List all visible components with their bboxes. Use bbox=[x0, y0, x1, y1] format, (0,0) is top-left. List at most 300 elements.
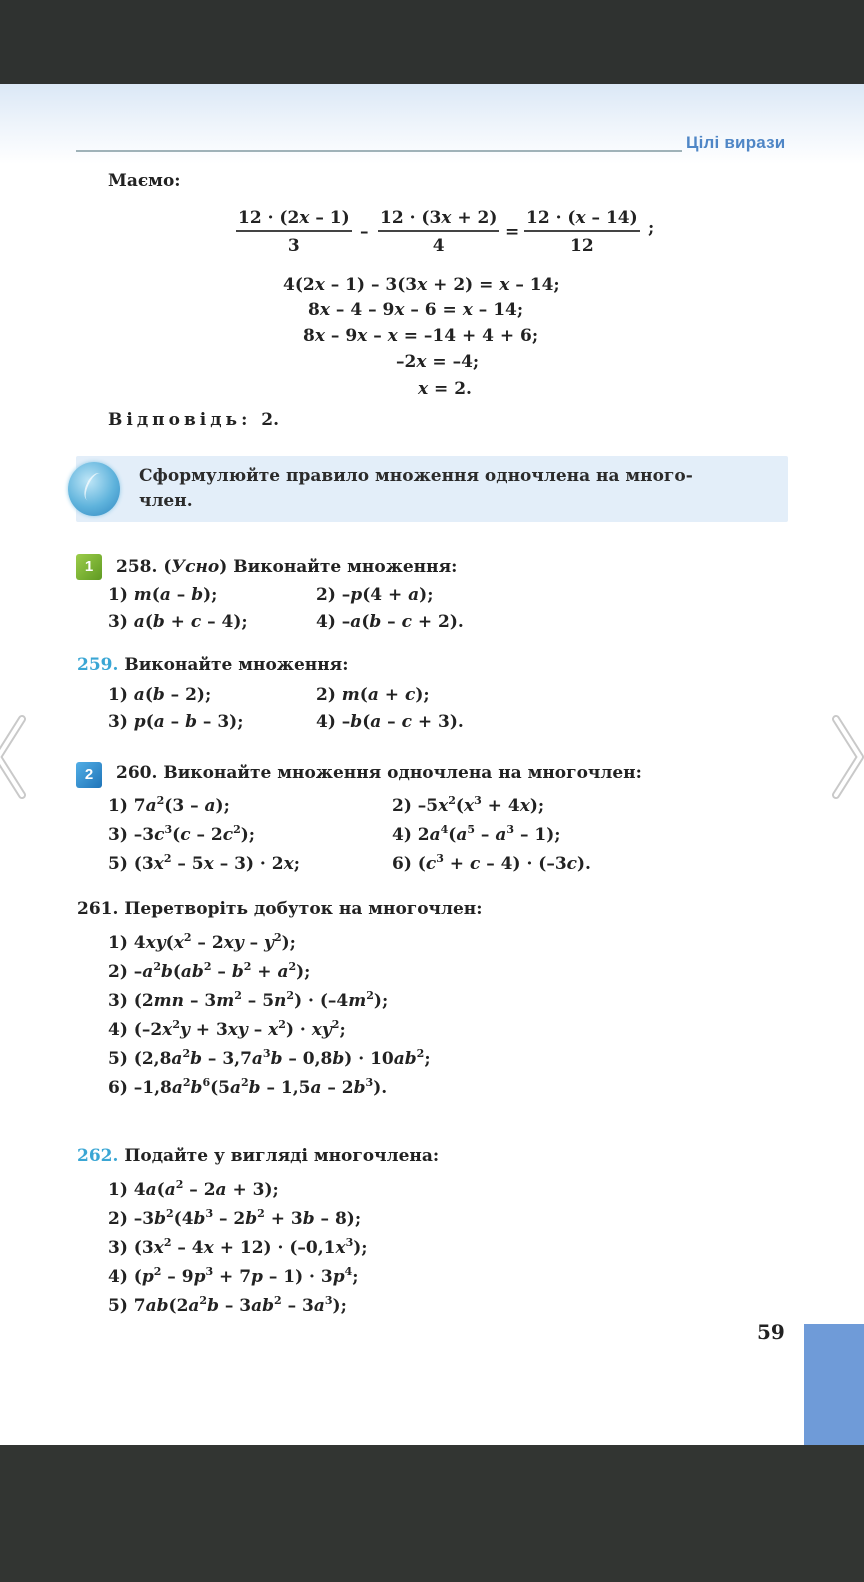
math-exponent: 2 bbox=[183, 931, 192, 944]
math-exponent: 3 bbox=[506, 823, 515, 836]
exercise-259-item-2 bbox=[316, 684, 430, 706]
math-variable: a bbox=[229, 1078, 241, 1098]
math-exponent: 2 bbox=[286, 989, 295, 1002]
math-variable: b bbox=[262, 1296, 275, 1316]
rule-question-line-2: член. bbox=[139, 491, 193, 511]
math-variable: c bbox=[180, 825, 191, 845]
math-text: 6) –1,8 bbox=[108, 1078, 172, 1098]
solution-step-5 bbox=[418, 378, 472, 400]
math-text: + 2) = bbox=[427, 275, 500, 295]
math-variable: x bbox=[268, 1020, 279, 1040]
math-variable: b bbox=[270, 1049, 283, 1069]
math-text: ); bbox=[332, 1296, 347, 1316]
fraction-2 bbox=[378, 208, 499, 256]
math-text: – 9 bbox=[324, 326, 358, 346]
solution-step-4 bbox=[396, 351, 479, 373]
math-variable: a bbox=[429, 825, 441, 845]
math-exponent: 5 bbox=[467, 823, 476, 836]
math-text: ( bbox=[361, 612, 370, 632]
math-variable: m bbox=[133, 585, 152, 605]
math-variable: a bbox=[145, 796, 157, 816]
chevron-left-icon[interactable] bbox=[0, 707, 54, 807]
math-variable: a bbox=[145, 1296, 157, 1316]
math-variable: x bbox=[394, 300, 405, 320]
math-variable: x bbox=[153, 854, 164, 874]
math-variable: x bbox=[463, 796, 475, 816]
math-text: – bbox=[381, 712, 402, 732]
math-variable: a bbox=[408, 585, 420, 605]
math-variable: p bbox=[133, 712, 146, 732]
math-text: – 3 bbox=[218, 1296, 252, 1316]
math-variable: x bbox=[227, 1020, 238, 1040]
math-text: – 9 bbox=[161, 1267, 194, 1287]
math-text: 4) (–2 bbox=[108, 1020, 163, 1040]
math-variable: b bbox=[152, 685, 165, 705]
math-text: 1) bbox=[108, 685, 134, 705]
math-text: 12 · (2 bbox=[238, 208, 300, 228]
math-variable: c bbox=[401, 612, 412, 632]
math-text: (3 – bbox=[164, 796, 205, 816]
math-variable: x bbox=[314, 275, 325, 295]
math-text: 4) 2 bbox=[392, 825, 430, 845]
math-text: – bbox=[243, 933, 265, 953]
math-variable: x bbox=[283, 854, 294, 874]
exercise-262-item-2 bbox=[108, 1208, 361, 1230]
math-variable: a bbox=[350, 612, 362, 632]
math-text: 2) – bbox=[316, 585, 351, 605]
math-exponent: 3 bbox=[324, 1294, 333, 1307]
math-variable: c bbox=[401, 712, 412, 732]
math-variable: x bbox=[441, 208, 452, 228]
math-variable: a bbox=[367, 685, 379, 705]
math-variable: x bbox=[203, 854, 214, 874]
math-variable: x bbox=[416, 352, 427, 372]
math-text: ( bbox=[144, 612, 153, 632]
math-text: ( bbox=[172, 962, 181, 982]
math-text: – 3,7 bbox=[201, 1049, 252, 1069]
math-text: 6) ( bbox=[392, 854, 426, 874]
exercise-261-item-5 bbox=[108, 1048, 431, 1070]
math-variable: a bbox=[204, 796, 216, 816]
math-exponent: 2 bbox=[416, 1047, 425, 1060]
math-text: 12 · ( bbox=[526, 208, 576, 228]
exercise-258-item-1 bbox=[108, 584, 217, 606]
math-text: 2) bbox=[316, 685, 342, 705]
math-variable: x bbox=[519, 796, 530, 816]
math-text: –2 bbox=[396, 352, 417, 372]
math-text: – 3 bbox=[281, 1296, 314, 1316]
exercise-262-item-4 bbox=[108, 1266, 359, 1288]
rule-question-text bbox=[139, 464, 779, 514]
math-variable: b bbox=[185, 712, 197, 732]
math-variable: x bbox=[575, 208, 586, 228]
math-text: = –14 + 4 + 6; bbox=[397, 326, 539, 346]
rule-question-line-1: Сформулюйте правило множення одночлена на много- bbox=[139, 466, 693, 486]
math-text: 5) (2,8 bbox=[108, 1049, 172, 1069]
math-variable: a bbox=[153, 712, 165, 732]
math-exponent: 2 bbox=[199, 1294, 208, 1307]
math-text: 8 bbox=[308, 300, 320, 320]
math-text: 8 bbox=[303, 326, 315, 346]
math-text: – 1) bbox=[309, 208, 350, 228]
math-exponent: 3 bbox=[365, 1076, 374, 1089]
math-exponent: 2 bbox=[288, 960, 297, 973]
answer-value: 2. bbox=[261, 410, 280, 430]
math-exponent: 3 bbox=[436, 852, 444, 865]
math-variable: b bbox=[248, 1078, 261, 1098]
math-variable: x bbox=[387, 326, 398, 346]
page-edge-tab bbox=[804, 1324, 864, 1445]
math-variable: x bbox=[223, 933, 234, 953]
math-text: 3) (2 bbox=[108, 991, 154, 1011]
math-exponent: 2 bbox=[278, 1018, 286, 1031]
math-variable: a bbox=[313, 1296, 325, 1316]
math-text: 5) (3 bbox=[108, 854, 154, 874]
exercise-261-item-3 bbox=[108, 990, 388, 1012]
math-text: 3) bbox=[108, 612, 134, 632]
math-variable: b bbox=[332, 1049, 345, 1069]
math-variable: x bbox=[319, 300, 330, 320]
math-variable: c bbox=[404, 685, 416, 705]
math-text: + 2) bbox=[451, 208, 498, 228]
math-text: – 2 bbox=[321, 1078, 354, 1098]
math-variable: y bbox=[155, 933, 166, 953]
exercise-261-title bbox=[77, 898, 483, 920]
math-exponent: 2 bbox=[156, 794, 165, 807]
math-variable: b bbox=[152, 612, 165, 632]
exercise-title: Виконайте множення: bbox=[118, 655, 349, 675]
exercise-number: 260. bbox=[116, 763, 158, 783]
math-variable: y bbox=[179, 1020, 190, 1040]
math-text: – 3) · 2 bbox=[213, 854, 284, 874]
math-text: – 1,5 bbox=[260, 1078, 311, 1098]
math-exponent: 2 bbox=[234, 989, 242, 1002]
math-text: + 7 bbox=[213, 1267, 252, 1287]
math-text: 3) (3 bbox=[108, 1238, 154, 1258]
math-variable: x bbox=[145, 933, 156, 953]
math-text: + 3 bbox=[189, 1020, 228, 1040]
math-exponent: 2 bbox=[163, 1236, 172, 1249]
math-variable: a bbox=[180, 962, 192, 982]
math-text: 2) –5 bbox=[392, 796, 439, 816]
math-variable: x bbox=[311, 1020, 322, 1040]
exercise-262-item-1 bbox=[108, 1179, 279, 1201]
math-text: ); bbox=[240, 825, 256, 845]
math-variable: p bbox=[141, 1267, 154, 1287]
exercise-260-item-4 bbox=[392, 824, 561, 846]
header-rule bbox=[76, 150, 682, 152]
math-text: ); bbox=[296, 962, 311, 982]
math-text: – 2 bbox=[213, 1209, 246, 1229]
math-text: 3) bbox=[108, 712, 134, 732]
math-exponent: 3 bbox=[474, 794, 482, 807]
math-variable: b bbox=[245, 1209, 258, 1229]
fraction-2-numerator bbox=[378, 208, 499, 232]
math-text: 1) 4 bbox=[108, 1180, 146, 1200]
math-exponent: 3 bbox=[262, 1047, 271, 1060]
math-text: – bbox=[367, 326, 388, 346]
exercise-262-item-3 bbox=[108, 1237, 368, 1259]
math-variable: n bbox=[171, 991, 185, 1011]
exercise-261-item-2 bbox=[108, 961, 310, 983]
math-text: ); bbox=[215, 796, 230, 816]
math-text: ) · bbox=[285, 1020, 312, 1040]
viewer-bottom-bar bbox=[0, 1445, 864, 1582]
math-exponent: 2 bbox=[166, 1207, 174, 1220]
math-variable: a bbox=[370, 712, 382, 732]
math-variable: a bbox=[495, 825, 507, 845]
math-exponent: 2 bbox=[331, 1018, 340, 1031]
exercise-260-item-2 bbox=[392, 795, 544, 817]
math-text: 12 · (3 bbox=[380, 208, 442, 228]
math-variable: m bbox=[348, 991, 367, 1011]
math-variable: a bbox=[142, 962, 154, 982]
math-text: – 4); bbox=[201, 612, 248, 632]
math-exponent: 2 bbox=[182, 1076, 191, 1089]
math-exponent: 3 bbox=[205, 1265, 214, 1278]
math-text: ); bbox=[419, 585, 434, 605]
math-exponent: 3 bbox=[345, 1236, 354, 1249]
exercise-260-title bbox=[116, 762, 642, 784]
math-text: – bbox=[475, 825, 496, 845]
math-text: – 1); bbox=[514, 825, 561, 845]
exercise-number: 262. bbox=[77, 1146, 119, 1166]
math-variable: x bbox=[153, 1238, 164, 1258]
math-variable: b bbox=[191, 962, 204, 982]
math-text: – 4 bbox=[171, 1238, 204, 1258]
math-exponent: 2 bbox=[153, 960, 161, 973]
math-text: + 12) · (–0,1 bbox=[213, 1238, 336, 1258]
math-variable: b bbox=[353, 1078, 366, 1098]
exercise-258-item-2 bbox=[316, 584, 433, 606]
math-variable: y bbox=[233, 933, 244, 953]
solution-intro: Маємо: bbox=[108, 171, 181, 191]
exercise-title: Виконайте множення одночлена на многочлен: bbox=[157, 763, 642, 783]
math-text: – 4 – 9 bbox=[329, 300, 395, 320]
exercise-261-item-4 bbox=[108, 1019, 346, 1041]
math-variable: a bbox=[133, 612, 145, 632]
math-variable: y bbox=[237, 1020, 248, 1040]
answer-line bbox=[108, 409, 279, 431]
exercise-259-title bbox=[77, 654, 349, 676]
math-variable: x bbox=[299, 208, 310, 228]
math-text: – 14; bbox=[509, 275, 560, 295]
math-exponent: 2 bbox=[153, 1265, 162, 1278]
chevron-right-icon[interactable] bbox=[824, 707, 864, 807]
exercise-title-prefix: ( bbox=[163, 557, 172, 577]
math-exponent: 2 bbox=[448, 794, 456, 807]
exercise-262-title bbox=[77, 1145, 439, 1167]
math-variable: b bbox=[191, 585, 204, 605]
math-text: 3) –3 bbox=[108, 825, 155, 845]
page-number: 59 bbox=[757, 1320, 785, 1344]
math-variable: a bbox=[159, 585, 171, 605]
math-text: (2 bbox=[168, 1296, 189, 1316]
math-variable: x bbox=[335, 1238, 346, 1258]
math-text: 5) 7 bbox=[108, 1296, 146, 1316]
exercise-260-item-5 bbox=[108, 853, 300, 875]
exercise-259-item-4 bbox=[316, 711, 464, 733]
math-text: – 1) · 3 bbox=[262, 1267, 333, 1287]
math-variable: a bbox=[277, 962, 289, 982]
math-exponent: 2 bbox=[366, 989, 374, 1002]
math-exponent: 6 bbox=[202, 1076, 211, 1089]
math-text: ; bbox=[424, 1049, 431, 1069]
fraction-op-minus: – bbox=[360, 222, 369, 242]
math-exponent: 2 bbox=[240, 1076, 249, 1089]
math-exponent: 4 bbox=[440, 823, 449, 836]
math-text: – 2 bbox=[191, 933, 224, 953]
rule-question-box bbox=[76, 456, 788, 522]
math-text: – 5 bbox=[171, 854, 204, 874]
math-variable: a bbox=[188, 1296, 200, 1316]
math-text: 4) – bbox=[316, 612, 351, 632]
math-variable: a bbox=[133, 685, 145, 705]
math-variable: x bbox=[438, 796, 449, 816]
math-text: ); bbox=[203, 585, 218, 605]
math-text: 4) ( bbox=[108, 1267, 142, 1287]
math-variable: b bbox=[190, 1049, 202, 1069]
math-text: – 1) – 3(3 bbox=[324, 275, 418, 295]
exercise-262-item-5 bbox=[108, 1295, 347, 1317]
level-1-cube-icon: 1 bbox=[76, 554, 102, 580]
math-text: ) · (–4 bbox=[294, 991, 349, 1011]
math-variable: x bbox=[357, 326, 368, 346]
math-text: + bbox=[443, 854, 470, 874]
math-text: ); bbox=[373, 991, 389, 1011]
math-text: + 4 bbox=[481, 796, 520, 816]
math-variable: a bbox=[456, 825, 468, 845]
solution-step-2 bbox=[308, 299, 523, 321]
math-variable: n bbox=[274, 991, 287, 1011]
math-variable: b bbox=[190, 1078, 203, 1098]
fraction-1-denominator: 3 bbox=[287, 236, 300, 256]
math-text: ; bbox=[339, 1020, 346, 1040]
solution-step-1 bbox=[283, 274, 560, 296]
fraction-1 bbox=[236, 208, 352, 256]
math-variable: c bbox=[425, 854, 437, 874]
math-text: + 2). bbox=[411, 612, 464, 632]
math-variable: a bbox=[251, 1296, 263, 1316]
math-exponent: 2 bbox=[257, 1207, 265, 1220]
exercise-title-italic: Усно bbox=[171, 557, 220, 577]
math-text: – bbox=[381, 612, 402, 632]
math-text: 1) bbox=[108, 585, 134, 605]
exercise-261-item-1 bbox=[108, 932, 296, 954]
fraction-op-equals: = bbox=[505, 222, 520, 242]
math-text: ( bbox=[151, 585, 160, 605]
exercise-259-item-1 bbox=[108, 684, 211, 706]
fraction-op-semicolon: ; bbox=[648, 218, 655, 238]
globe-icon bbox=[68, 462, 120, 516]
math-text: – 14; bbox=[472, 300, 524, 320]
math-exponent: 2 bbox=[274, 1294, 282, 1307]
math-text: 2) –3 bbox=[108, 1209, 155, 1229]
exercise-258-title bbox=[116, 556, 457, 578]
math-text: ); bbox=[529, 796, 545, 816]
math-text: ( bbox=[156, 1180, 165, 1200]
math-exponent: 4 bbox=[344, 1265, 353, 1278]
math-variable: x bbox=[173, 933, 184, 953]
exercise-number: 261. bbox=[77, 899, 119, 919]
math-variable: b bbox=[350, 712, 363, 732]
exercise-title: ) Виконайте множення: bbox=[219, 557, 458, 577]
math-text: ) · 10 bbox=[344, 1049, 394, 1069]
math-variable: x bbox=[499, 275, 510, 295]
math-variable: a bbox=[164, 1180, 176, 1200]
math-text: ( bbox=[448, 825, 457, 845]
math-variable: b bbox=[231, 962, 244, 982]
level-2-cube-icon: 2 bbox=[76, 762, 102, 788]
math-variable: b bbox=[160, 962, 173, 982]
exercise-title: Перетворіть добуток на многочлен: bbox=[118, 899, 483, 919]
math-variable: a bbox=[215, 1180, 227, 1200]
exercise-259-item-3 bbox=[108, 711, 243, 733]
math-text: – 3); bbox=[196, 712, 244, 732]
fraction-3-numerator bbox=[524, 208, 640, 232]
answer-label: Відповідь: bbox=[108, 410, 252, 430]
exercise-260-item-6 bbox=[392, 853, 591, 875]
math-text: = –4; bbox=[426, 352, 480, 372]
exercise-number: 258. bbox=[116, 557, 158, 577]
math-variable: x bbox=[418, 379, 429, 399]
fraction-3-denominator: 12 bbox=[569, 236, 594, 256]
math-text: + bbox=[378, 685, 405, 705]
math-text: + 3). bbox=[411, 712, 464, 732]
math-variable: x bbox=[417, 275, 428, 295]
math-variable: c bbox=[566, 854, 578, 874]
math-text: ; bbox=[293, 854, 300, 874]
math-variable: a bbox=[171, 1078, 183, 1098]
exercise-title: Подайте у вигляді многочлена: bbox=[118, 1146, 440, 1166]
math-exponent: 2 bbox=[233, 823, 241, 836]
fraction-2-denominator: 4 bbox=[432, 236, 445, 256]
math-variable: p bbox=[251, 1267, 263, 1287]
math-variable: b bbox=[404, 1049, 417, 1069]
math-text: ( bbox=[455, 796, 464, 816]
math-exponent: 2 bbox=[172, 1018, 180, 1031]
math-variable: p bbox=[193, 1267, 206, 1287]
math-exponent: 2 bbox=[243, 960, 252, 973]
math-exponent: 2 bbox=[203, 960, 212, 973]
math-text: ); bbox=[415, 685, 430, 705]
math-text: – bbox=[247, 1020, 269, 1040]
math-text: ( bbox=[165, 933, 174, 953]
math-text: – 14) bbox=[585, 208, 638, 228]
math-variable: b bbox=[156, 1296, 169, 1316]
math-exponent: 2 bbox=[273, 931, 282, 944]
math-variable: y bbox=[264, 933, 274, 953]
exercise-260-item-1 bbox=[108, 795, 230, 817]
math-text: + 3); bbox=[226, 1180, 279, 1200]
math-variable: c bbox=[154, 825, 165, 845]
math-text: – 0,8 bbox=[282, 1049, 333, 1069]
math-text: + bbox=[164, 612, 191, 632]
math-variable: x bbox=[203, 1238, 214, 1258]
math-variable: p bbox=[332, 1267, 345, 1287]
math-text: 2) – bbox=[108, 962, 143, 982]
math-text: ( bbox=[144, 685, 153, 705]
math-variable: b bbox=[154, 1209, 167, 1229]
math-variable: b bbox=[302, 1209, 315, 1229]
math-text: ). bbox=[373, 1078, 388, 1098]
math-variable: b bbox=[193, 1209, 206, 1229]
math-variable: c bbox=[469, 854, 481, 874]
math-variable: b bbox=[207, 1296, 219, 1316]
math-variable: m bbox=[341, 685, 360, 705]
math-text: 1) 7 bbox=[108, 796, 146, 816]
exercise-number: 259. bbox=[77, 655, 119, 675]
